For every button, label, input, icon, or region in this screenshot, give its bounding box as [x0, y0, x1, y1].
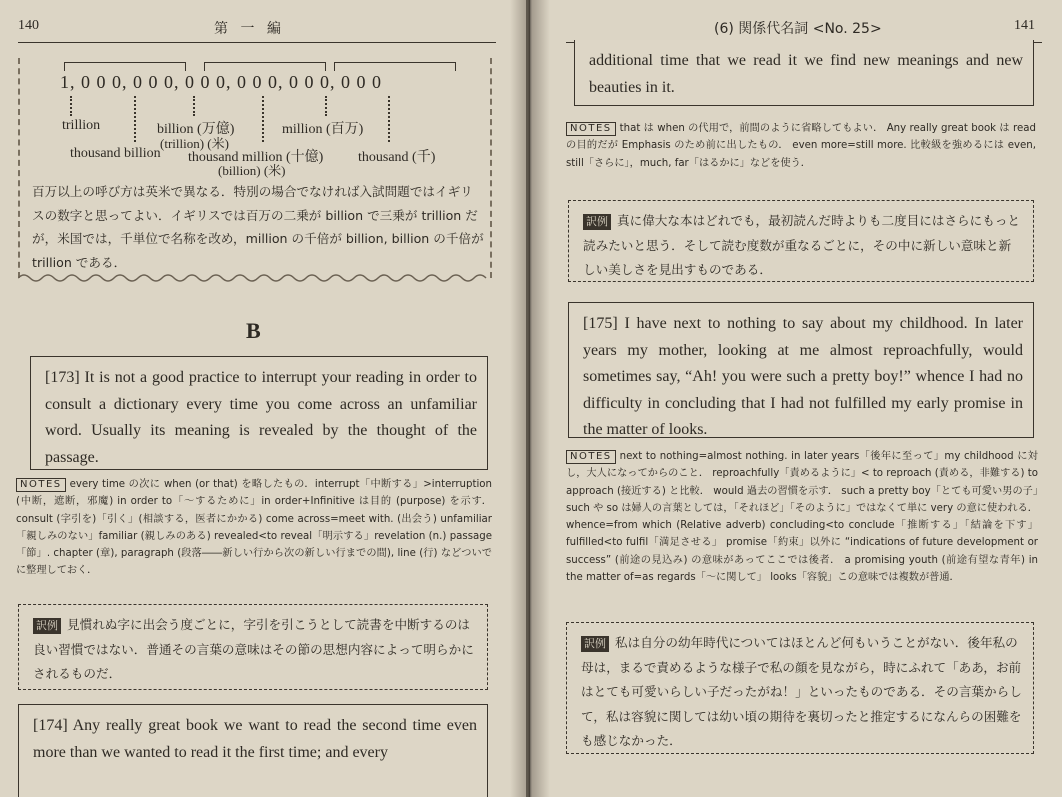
- translation-173-text: 見慣れぬ字に出会う度ごとに，字引を引こうとして読書を中断するのは良い習慣ではない．普通その言葉の意味はその節の思想内容によって明らかにされるものだ．: [33, 617, 474, 681]
- left-header-rule: [18, 42, 496, 43]
- notes-175-text: next to nothing=almost nothing. in later years「後年に至って」my childhood に対し，大人になってからのこと． reproachfully「責めるように」< to reproach (責める，非難する) to approach (接近する) と比較． would 過去の習慣を示す． such a pretty boy「とても可愛い男の子」such や so は婦人の言葉としては，「それほど」「そのように」ではなくて単に very の意に使われる． whence=from which (Relative adverb) concluding<to conclude「推断する」「結論を下す」 fulfilled<to fulfil「満足させる」 promise「約束」以外に “indications of future development or success” (前途の見込み) の意味があってここでは後者． a promising youth (前途有望な青年) in the matter of=as regards「～に関して」 looks「容貌」この意味では複数が普通．: [566, 451, 1038, 584]
- notes-label: NOTES: [566, 450, 616, 464]
- dotted-line: [388, 96, 390, 142]
- label-billion-us: (trillion) (米): [160, 136, 229, 151]
- translation-174-text: 真に偉大な本はどれでも，最初読んだ時よりも二度目にはさらにもっと読みたいと思う．そして読む度数が重なるごとに，その中に新しい意味と新しい美しさを見出すものである．: [583, 213, 1020, 277]
- dotted-line: [193, 96, 195, 116]
- notes-174-text: that は when の代用で，前間のように省略してもよい． Any really great book は read の目的だが Emphasis のため前に出したもの． even more=still more. 比較級を強めるには even, still「さらに」，much, far「はるかに」などを使う．: [566, 123, 1036, 169]
- translation-label: 訳例: [583, 214, 611, 230]
- passage-174-continued: [574, 40, 1034, 106]
- passage-173: [30, 356, 488, 470]
- passage-174: [18, 704, 488, 797]
- left-page: [0, 0, 526, 797]
- label-trillion: trillion: [62, 118, 101, 133]
- bracket: [64, 62, 186, 71]
- notes-173-text: every time の次に when (or that) を略したもの．interrupt「中断する」>interruption (中断，遮断，邪魔) in order to「～するために」in order+Infinitive は目的 (purpose) を示す． consult (字引を)「引く」(相談する，医者にかかる) come across=meet with. (出会う) unfamiliar「親しみのない」familiar (親しみのある) revealed<to reveal「明示する」revelation (n.) passage「節」. chapter (章), paragraph (段落――新しい行から次の新しい行までの間), line (行) などついでに整理しておく．: [16, 479, 492, 577]
- number-naming-note: 百万以上の呼び方は英米で異なる．特別の場合でなければ入試問題ではイギリスの数字と思ってよい．イギリスでは百万の二乗が billion で三乗が trillion だが，米国では，千単位で名称を改め，million の千倍が billion, billion の千倍が trillion である．: [32, 184, 484, 270]
- big-number: 1, 0 0 0, 0 0 0, 0 0 0, 0 0 0, 0 0 0, 0 0 0: [60, 72, 382, 92]
- translation-label: 訳例: [33, 618, 61, 634]
- translation-label: 訳例: [581, 636, 609, 652]
- label-thousand: thousand (千): [358, 150, 436, 165]
- dotted-line: [134, 96, 136, 142]
- translation-175-text: 私は自分の幼年時代についてはほとんど何もいうことがない．後年私の母は，まるで責めるような様子で私の顔を見ながら，時にふれて「ああ，お前はとても可愛いらしい子だったがね！」といったものである．その言葉からして，私は容貌に関しては幼い頃の期待を裏切ったと推定するになんらの困難をも感じなかった．: [581, 635, 1022, 748]
- section-heading-b: B: [246, 318, 261, 343]
- dotted-line: [325, 96, 327, 116]
- passage-174-text: [174] Any really great book we want to read the second time even more than we wanted to read it the first time; and every: [33, 717, 477, 761]
- notes-label: NOTES: [16, 478, 66, 492]
- notes-label: NOTES: [566, 122, 616, 136]
- notes-174: [566, 120, 1036, 172]
- passage-175: [568, 302, 1034, 438]
- bracket: [204, 62, 326, 71]
- notes-175: [566, 448, 1038, 586]
- dotted-line: [262, 96, 264, 142]
- label-million: million (百万): [282, 122, 364, 137]
- label-billion: billion (万億): [157, 122, 235, 137]
- passage-175-text: [175] I have next to nothing to say about my childhood. In later years my mother, looking at me almost reproachfully, would sometimes say, “Ah! you were such a pretty boy!” whence I had no difficulty in concluding that I had not fulfilled my early promise in the matter of looks.: [583, 315, 1023, 438]
- translation-174: [568, 200, 1034, 282]
- label-billion-us2: (billion) (米): [218, 163, 286, 178]
- right-page-number: 141: [1014, 18, 1035, 33]
- notes-173: [16, 476, 492, 580]
- bracket: [334, 62, 456, 71]
- left-running-head: 第 一 編: [214, 21, 285, 37]
- passage-174-cont-text: additional time that we read it we find new meanings and new beauties in it.: [589, 52, 1023, 96]
- left-page-number: 140: [18, 18, 39, 33]
- passage-173-text: [173] It is not a good practice to interrupt your reading in order to consult a dictionary every time you come across an unfamiliar word. Usually its meaning is revealed by the thought of the passage.: [45, 369, 477, 466]
- right-running-head: (6) 関係代名詞 <No. 25>: [714, 21, 882, 37]
- dotted-line: [70, 96, 72, 116]
- translation-173: [18, 604, 488, 690]
- right-page: [530, 0, 1062, 797]
- translation-175: [566, 622, 1034, 754]
- label-thousand-billion: thousand billion: [70, 146, 161, 161]
- label-thousand-million: thousand million (十億): [188, 150, 324, 165]
